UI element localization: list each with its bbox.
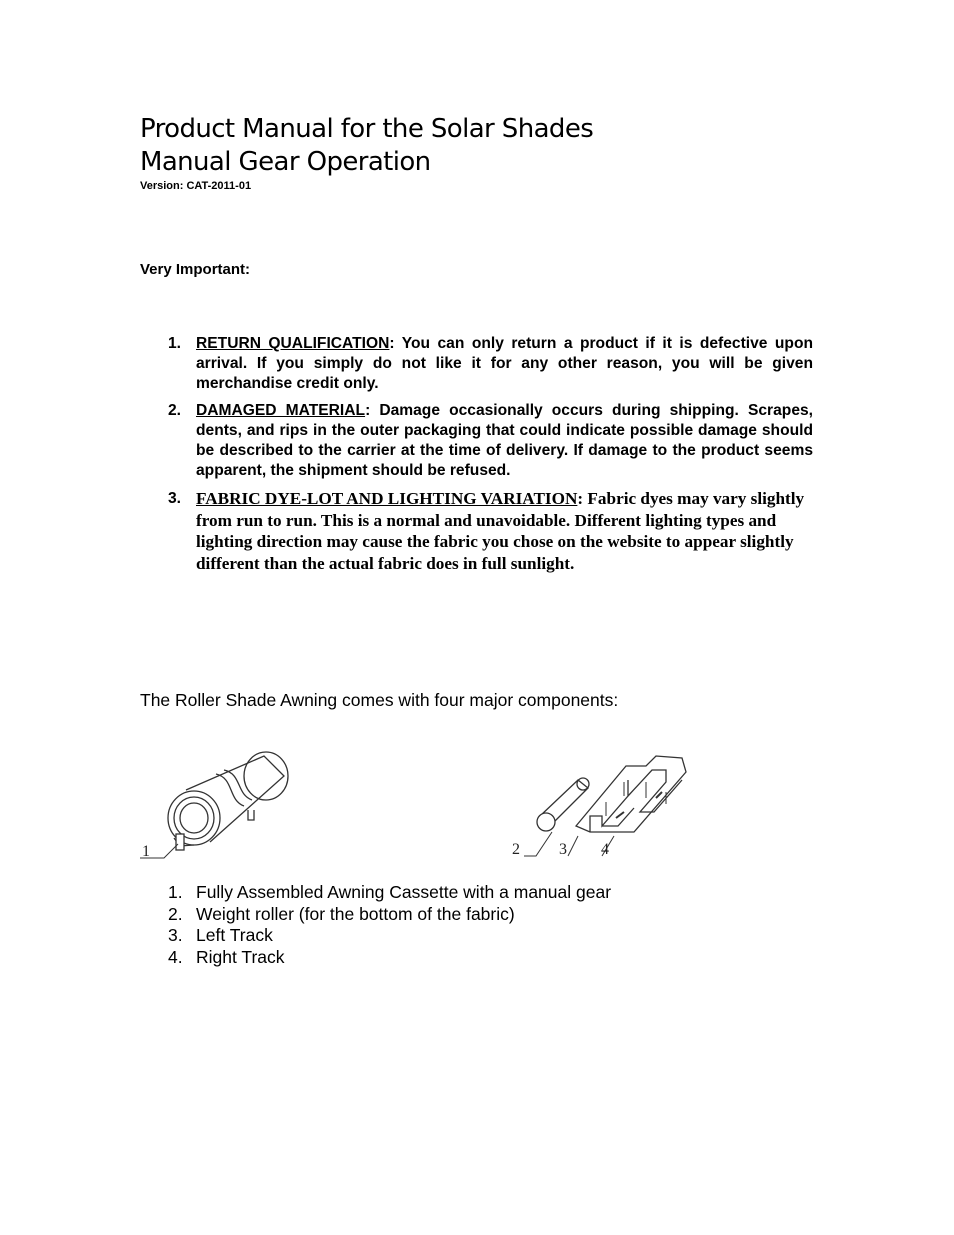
component-label: Left Track [196,925,273,945]
component-label: Weight roller (for the bottom of the fabric) [196,903,515,924]
list-item [168,946,285,968]
list-number: 4. [168,946,183,967]
roller-and-tracks-illustration [506,752,696,864]
list-item [168,925,273,946]
list-number: 1. [168,882,183,902]
component-label: Fully Assembled Awning Cassette with a manual gear [196,882,612,902]
figure-label-4: 4 [601,841,609,858]
list-number: 3. [168,490,182,507]
notice-item-damage [168,401,813,481]
list-number: 2. [168,402,182,419]
notice-text: : Fabric dyes may vary slightly from run to run. This is a normal and unavoidable. Different lighting types and lighting direction may cause the fabric you chose on the website to appear slightly different than the actual fabric does in full sunlight. [196,489,805,573]
notice-item-dye-lot [168,488,816,574]
title-line-1: Product Manual for the Solar Shades [140,114,594,144]
notice-text: : Damage occasionally occurs during shipping. Scrapes, dents, and rips in the outer packaging that could indicate possible damage should be described to the carrier at the time of delivery. If damage to the product seems apparent, the shipment should be refused. [196,402,813,479]
cassette-illustration [138,748,298,864]
notice-item-return [168,334,813,394]
figure-label-1: 1 [142,843,150,860]
notice-term: RETURN QUALIFICATION [196,335,390,352]
components-intro: The Roller Shade Awning comes with four major components: [140,690,619,710]
notice-text: : You can only return a product if it is defective upon arrival. If you simply do not like it for any other reason, you will be given merchandise credit only. [196,335,813,392]
figure-label-2: 2 [512,841,520,858]
document-title [140,113,593,179]
list-number: 1. [168,335,182,352]
list-number: 3. [168,925,183,945]
component-label: Right Track [196,946,285,967]
list-number: 2. [168,903,183,924]
notice-heading: Very Important: [140,261,251,278]
title-line-2: Manual Gear Operation [140,147,431,177]
list-item [168,882,612,903]
notice-term: FABRIC DYE-LOT AND LIGHTING VARIATION [196,489,578,508]
list-item [168,903,515,925]
notice-term: DAMAGED MATERIAL [196,402,366,419]
figure-label-3: 3 [559,841,567,858]
version-label: Version: CAT-2011-01 [140,180,252,192]
